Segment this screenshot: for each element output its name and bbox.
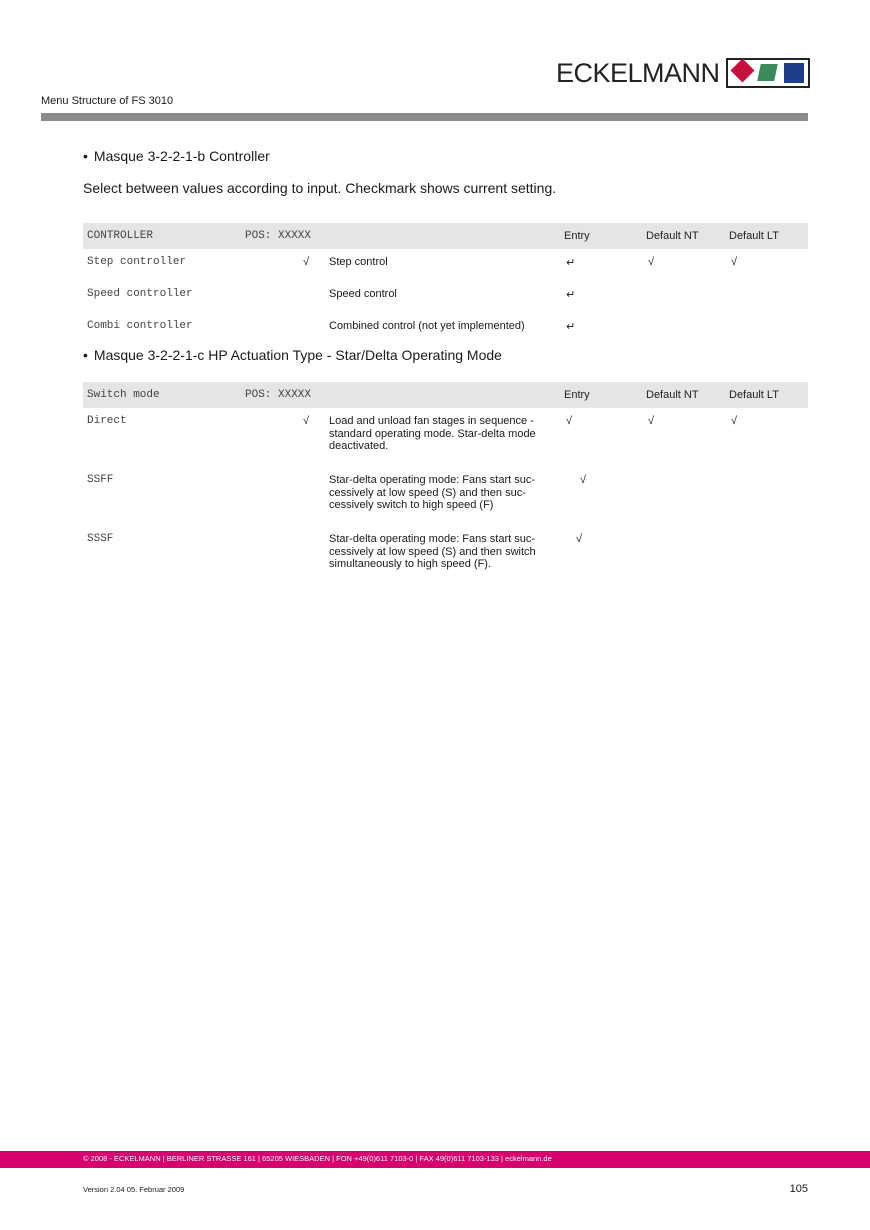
entry-symbol: ↵ [566,257,576,269]
document-title: Menu Structure of FS 3010 [41,95,174,107]
option-name: SSSF [87,533,114,545]
current-setting-check [245,281,329,313]
col-header-pos: POS: XXXXX [245,223,329,249]
description-line: Load and unload fan stages in sequence - [329,415,534,427]
current-setting-check [245,313,329,345]
col-header-entry: Entry [564,382,646,408]
col-header-name: CONTROLLER [83,223,245,249]
col-header-default-nt: Default NT [646,223,729,249]
description-line: deactivated. [329,440,389,452]
default-lt-check: √ [731,256,738,268]
current-setting-check [245,467,329,526]
logo-green-square-icon [757,64,778,81]
col-header-desc [329,223,564,249]
option-description [329,467,564,526]
default-nt-check [646,467,729,526]
current-setting-check [245,526,329,585]
description-line: cessively switch to high speed (F) [329,499,494,511]
default-nt-check: √ [648,256,655,268]
page-number: 105 [789,1183,808,1195]
option-description [329,408,564,467]
footer-bar [0,1151,870,1168]
entry-symbol: √ [580,474,587,486]
description-line: standard operating mode. Star-delta mode [329,427,536,440]
entry-symbol: ↵ [566,321,576,333]
entry-symbol: ↵ [566,289,576,301]
description-line: Star-delta operating mode: Fans start suc- [329,474,536,486]
col-header-default-nt: Default NT [646,382,729,408]
option-description: Speed control [329,288,397,300]
header-divider-bar [41,113,808,121]
option-description: Combined control (not yet implemented) [329,320,525,332]
table-row[interactable] [83,281,808,313]
default-nt-check [646,313,729,345]
description-line: simultaneously to high speed (F). [329,558,492,570]
switch-mode-table [83,382,808,585]
col-header-name: Switch mode [83,382,245,408]
logo-red-diamond-icon [730,58,754,82]
table-row[interactable] [83,249,808,281]
eckelmann-logo [556,56,810,90]
default-lt-check [729,281,808,313]
entry-symbol: √ [566,415,573,427]
table-header-row [83,223,808,249]
description-line: Star-delta operating mode: Fans start suc- [329,533,536,545]
bullet-icon: • [83,148,88,164]
default-nt-check [646,526,729,585]
default-lt-check: √ [731,415,738,427]
description-line: cessively at low speed (S) and then suc- [329,486,526,499]
option-name: Speed controller [87,288,193,300]
option-name: Combi controller [87,320,193,332]
description-line: cessively at low speed (S) and then switch [329,545,536,558]
default-lt-check [729,313,808,345]
default-nt-check [646,281,729,313]
logo-blue-square-icon [784,63,804,83]
section1-heading-text: Masque 3-2-2-1-b Controller [93,148,270,164]
col-header-pos: POS: XXXXX [245,382,329,408]
table-header-row [83,382,808,408]
option-description: Step control [329,256,388,268]
col-header-default-lt: Default LT [729,223,808,249]
option-name: Direct [87,415,127,427]
section2-heading [83,347,502,363]
version-info: Version 2.04 05. Februar 2009 [83,1185,185,1194]
entry-symbol: √ [576,533,583,545]
logo-text: ECKELMANN [556,57,720,88]
default-nt-check: √ [648,415,655,427]
current-setting-check: √ [302,256,309,268]
col-header-desc [329,382,564,408]
option-name: SSFF [87,474,114,486]
logo-mark-icon [726,58,810,88]
table-row[interactable] [83,408,808,467]
option-description [329,526,564,585]
table-row[interactable] [83,313,808,345]
table-row[interactable] [83,526,808,585]
default-lt-check [729,526,808,585]
controller-table [83,223,808,345]
bullet-icon: • [83,347,88,363]
section1-intro: Select between values according to input. Checkmark shows current setting. [83,180,557,196]
option-name: Step controller [87,256,187,268]
current-setting-check: √ [302,415,309,427]
default-lt-check [729,467,808,526]
section1-heading [83,148,270,164]
col-header-default-lt: Default LT [729,382,808,408]
table-row[interactable] [83,467,808,526]
col-header-entry: Entry [564,223,646,249]
section2-heading-text: Masque 3-2-2-1-c HP Actuation Type - Star/Delta Operating Mode [93,347,502,363]
footer-address: © 2008 - ECKELMANN | BERLINER STRASSE 161 | 65205 WIESBADEN | FON +49(0)611 7103-0 | FAX 49(0)611 7103-133 | eckelmann.de [83,1154,552,1163]
